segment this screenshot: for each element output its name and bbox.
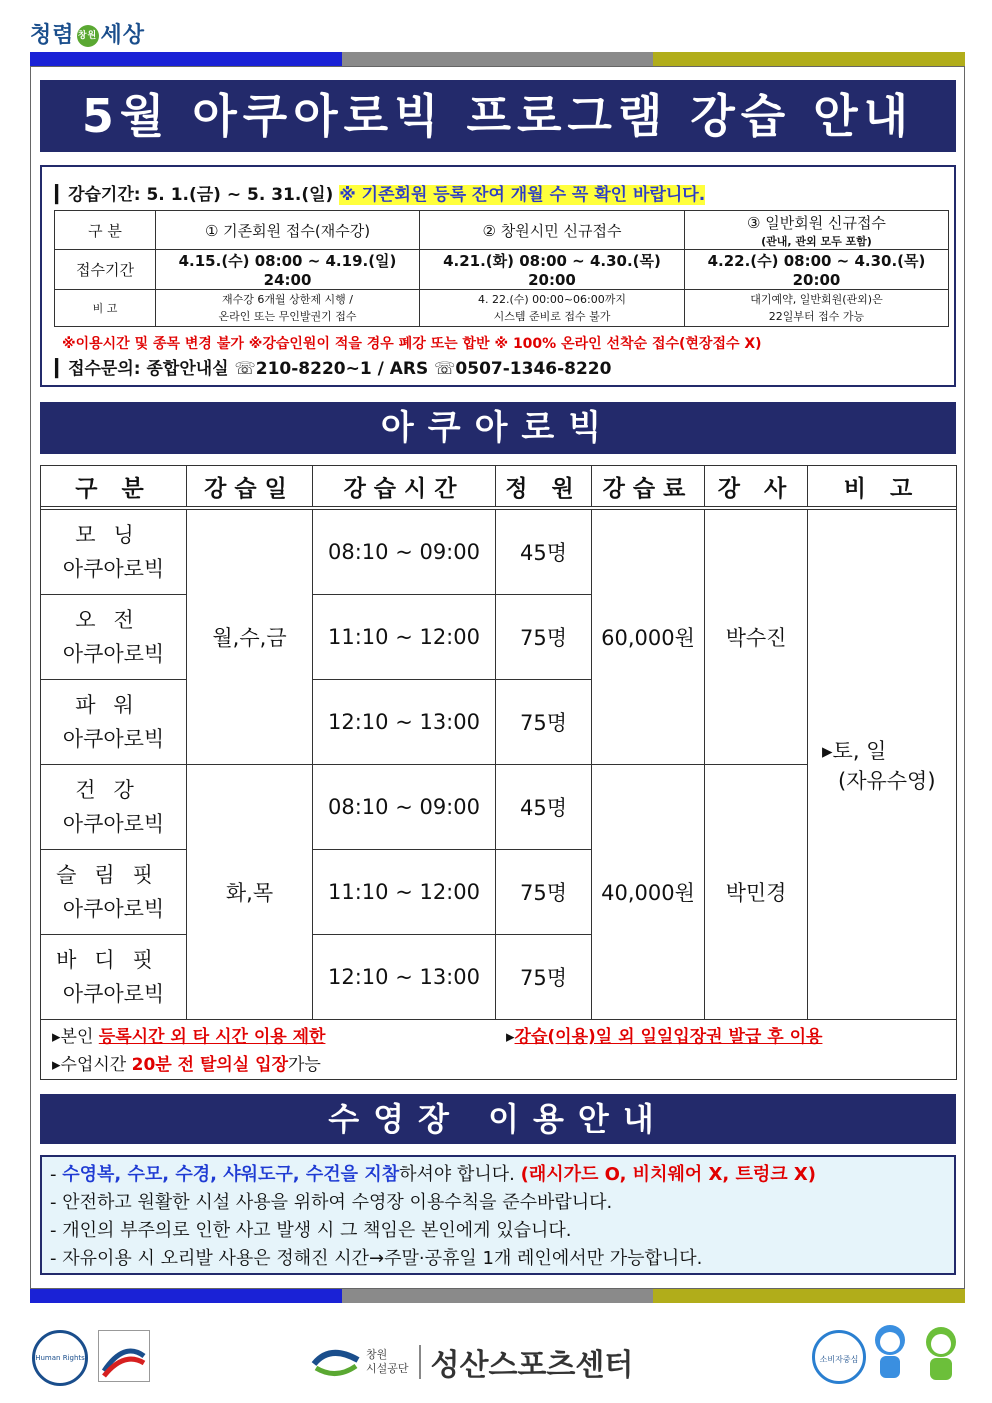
- capacity-cell: 45명: [496, 765, 592, 850]
- consumer-centric-logo: 소비자중심: [812, 1330, 866, 1384]
- col-header-time: 강습시간: [313, 466, 496, 507]
- human-rights-logo: Human Rights: [32, 1330, 88, 1386]
- lesson-period: [55, 180, 705, 205]
- capacity-cell: 75명: [496, 935, 592, 1020]
- time-cell: 12:10 ~ 13:00: [313, 680, 496, 765]
- class-name: 건강 아쿠아로빅: [41, 765, 187, 850]
- page-title: 5월 아쿠아로빅 프로그램 강습 안내: [40, 80, 956, 152]
- remark-cell: ▸토, 일 (자유수영): [808, 510, 957, 1020]
- reg-period-c3: 4.22.(수) 08:00 ~ 4.30.(목) 20:00: [684, 250, 948, 290]
- class-name: 모닝 아쿠아로빅: [41, 510, 187, 595]
- reg-header-col3: ③ 일반회원 신규접수 (관내, 관외 모두 포함): [684, 211, 948, 250]
- top-color-stripe: [30, 52, 965, 66]
- certification-icon: [99, 1331, 149, 1381]
- logo-circle: 창원: [77, 25, 99, 47]
- note-locker-entry: ▸수업시간 20분 전 탈의실 입장가능: [52, 1055, 321, 1075]
- time-cell: 11:10 ~ 12:00: [313, 850, 496, 935]
- center-logo: [310, 1340, 633, 1384]
- class-name: 오전 아쿠아로빅: [41, 595, 187, 680]
- reg-header-label: 구 분: [55, 211, 156, 250]
- mascot-green-icon: [918, 1322, 964, 1384]
- capacity-cell: 75명: [496, 850, 592, 935]
- mascot-blue: [870, 1322, 910, 1384]
- fee-cell: 60,000원: [592, 510, 705, 765]
- registration-red-notice: ※이용시간 및 종목 변경 불가 ※강습인원이 적을 경우 폐강 또는 합반 ※ 100% 온라인 선착순 접수(현장접수 X): [62, 336, 762, 352]
- logo-divider: [419, 1345, 421, 1379]
- mascot-blue-icon: [870, 1322, 910, 1384]
- reg-remark-c1: 재수강 6개월 상한제 시행 / 온라인 또는 무인발권기 접수: [156, 290, 420, 327]
- reg-remark-c2: 4. 22.(수) 00:00~06:00까지 시스템 준비로 접수 불가: [420, 290, 685, 327]
- reg-header-col3-sub: (관내, 관외 모두 포함): [761, 234, 872, 248]
- logo-text-a: 청렴: [30, 23, 75, 48]
- registration-table: [54, 210, 949, 327]
- time-cell: 08:10 ~ 09:00: [313, 765, 496, 850]
- pool-guide-title: 수영장 이용안내: [40, 1094, 956, 1144]
- capacity-cell: 75명: [496, 680, 592, 765]
- reg-header-col2: ② 창원시민 신규접수: [420, 211, 685, 250]
- fee-cell: 40,000원: [592, 765, 705, 1020]
- certification-logo: [98, 1330, 150, 1382]
- class-name: 바디핏 아쿠아로빅: [41, 935, 187, 1020]
- col-header-instructor: 강 사: [705, 466, 808, 507]
- pool-rule-3: - 개인의 부주의로 인한 사고 발생 시 그 책임은 본인에게 있습니다.: [50, 1220, 572, 1241]
- pool-rule-2: - 안전하고 원활한 시설 사용을 위하여 수영장 이용수칙을 준수바랍니다.: [50, 1192, 613, 1213]
- changwon-swoosh-icon: [310, 1346, 362, 1378]
- col-header-class: 구 분: [41, 466, 187, 507]
- facility-corp-name: 창원 시설공단: [366, 1348, 409, 1375]
- pool-rules-box: [40, 1155, 956, 1275]
- note-registered-time: ▸본인 등록시간 외 타 시간 이용 제한: [52, 1027, 326, 1047]
- reg-header-col1: ① 기존회원 접수(재수강): [156, 211, 420, 250]
- program-table: [40, 465, 957, 1020]
- sports-center-name: 성산스포츠센터: [430, 1348, 634, 1383]
- time-cell: 08:10 ~ 09:00: [313, 510, 496, 595]
- pool-rule-4: - 자유이용 시 오리발 사용은 정해진 시간→주말·공휴일 1개 레인에서만 가능합니다.: [50, 1248, 703, 1269]
- period-marker: ▎: [55, 185, 69, 205]
- aquarobic-section-title: 아쿠아로빅: [40, 402, 956, 454]
- time-cell: 11:10 ~ 12:00: [313, 595, 496, 680]
- capacity-cell: 45명: [496, 510, 592, 595]
- pool-rule-1: - 수영복, 수모, 수경, 샤워도구, 수건을 지참하셔야 합니다. (래시가드 O, 비치웨어 X, 트렁크 X): [50, 1164, 817, 1185]
- mascot-green: [918, 1322, 964, 1384]
- col-header-capacity: 정 원: [496, 466, 592, 507]
- instructor-cell: 박민경: [705, 765, 808, 1020]
- note-day-pass: ▸강습(이용)일 외 일일입장권 발급 후 이용: [506, 1027, 823, 1047]
- col-header-days: 강습일: [187, 466, 313, 507]
- reg-period-c1: 4.15.(수) 08:00 ~ 4.19.(일) 24:00: [156, 250, 420, 290]
- class-name: 파워 아쿠아로빅: [41, 680, 187, 765]
- period-label: 강습기간: 5. 1.(금) ~ 5. 31.(일): [68, 185, 334, 205]
- contact-info: ▎접수문의: 종합안내실 ☏210-8220~1 / ARS ☏0507-1346-8220: [55, 359, 612, 379]
- reg-period-label: 접수기간: [55, 250, 156, 290]
- reg-remark-c3: 대기예약, 일반회원(관외)은 22일부터 접수 가능: [684, 290, 948, 327]
- time-cell: 12:10 ~ 13:00: [313, 935, 496, 1020]
- days-cell: 월,수,금: [187, 510, 313, 765]
- col-header-remark: 비 고: [808, 466, 957, 507]
- reg-period-c2: 4.21.(화) 08:00 ~ 4.30.(목) 20:00: [420, 250, 685, 290]
- class-name: 슬림핏 아쿠아로빅: [41, 850, 187, 935]
- col-header-fee: 강습료: [592, 466, 705, 507]
- clean-world-logo: [30, 18, 145, 49]
- reg-remark-label: 비 고: [55, 290, 156, 327]
- period-notice: ※ 기존회원 등록 잔여 개월 수 꼭 확인 바랍니다.: [339, 185, 706, 205]
- logo-text-b: 세상: [100, 23, 146, 48]
- instructor-cell: 박수진: [705, 510, 808, 765]
- days-cell: 화,목: [187, 765, 313, 1020]
- bottom-color-stripe: [30, 1289, 965, 1303]
- table-row: [41, 510, 957, 595]
- capacity-cell: 75명: [496, 595, 592, 680]
